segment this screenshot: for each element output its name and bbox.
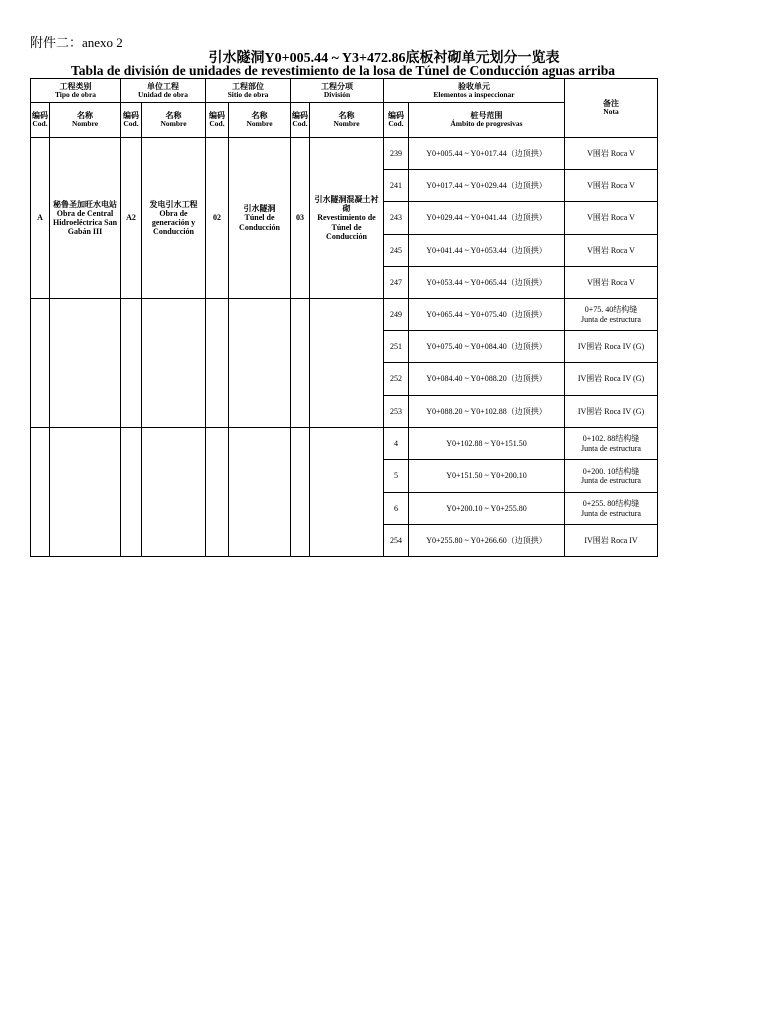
unit-code-cell: 247: [384, 267, 409, 299]
chainage-range-cell: Y0+255.80 ~ Y0+266.60（边顶拱）: [409, 525, 565, 557]
note-text: IV围岩 Roca IV (G): [577, 374, 645, 384]
unidad-nombre-cell: 发电引水工程 Obra de generación y Conducción: [142, 138, 206, 299]
note-cell: [565, 525, 658, 557]
chainage-range-cell: Y0+084.40 ~ Y0+088.20（边顶拱）: [409, 363, 565, 396]
header-tipo: 工程类别 Tipo de obra: [31, 79, 121, 103]
unit-code-cell: 249: [384, 299, 409, 331]
empty-merged-cell: [50, 428, 121, 557]
empty-merged-cell: [31, 299, 50, 428]
division-nombre-cell: 引水隧洞混凝土衬砌 Revestimiento de Túnel de Conducción: [310, 138, 384, 299]
table-row: [31, 428, 658, 460]
unit-code-cell: 6: [384, 493, 409, 525]
note-text: 0+200. 10结构缝: [582, 466, 640, 476]
note-text: IV围岩 Roca IV (G): [577, 406, 645, 416]
unit-code-cell: 241: [384, 170, 409, 202]
note-cell: [565, 460, 658, 493]
unit-code-cell: 245: [384, 235, 409, 267]
annex-label: 附件二：anexo 2: [30, 35, 123, 50]
empty-merged-cell: [121, 299, 142, 428]
header-row-1: [31, 79, 658, 103]
chainage-range-cell: Y0+017.44 ~ Y0+029.44（边顶拱）: [409, 170, 565, 202]
note-text: IV围岩 Roca IV (G): [577, 341, 645, 351]
unit-code-cell: 243: [384, 202, 409, 235]
note-subtext: Junta de estructura: [581, 314, 641, 324]
header-division: 工程分项 División: [291, 79, 384, 103]
note-subtext: Junta de estructura: [581, 443, 641, 453]
header-cod: 编码 Cod.: [291, 103, 310, 138]
sitio-cod-cell: 02: [206, 138, 229, 299]
header-cod: 编码 Cod.: [206, 103, 229, 138]
note-subtext: Junta de estructura: [581, 508, 641, 518]
chainage-range-cell: Y0+065.44 ~ Y0+075.40（边顶拱）: [409, 299, 565, 331]
note-cell: [565, 428, 658, 460]
unit-code-cell: 251: [384, 331, 409, 363]
chainage-range-cell: Y0+088.20 ~ Y0+102.88（边顶拱）: [409, 396, 565, 428]
table-row: [31, 138, 658, 170]
note-cell: [565, 138, 658, 170]
header-cod: 编码 Cod.: [121, 103, 142, 138]
empty-merged-cell: [310, 428, 384, 557]
empty-merged-cell: [291, 299, 310, 428]
header-elementos: 验收单元 Elementos a inspeccionar: [384, 79, 565, 103]
note-text: IV围岩 Roca IV: [584, 535, 638, 545]
note-text: 0+255. 80结构缝: [582, 499, 640, 509]
empty-merged-cell: [121, 428, 142, 557]
header-ambito: 桩号范围 Ámbito de progresivas: [409, 103, 565, 138]
empty-merged-cell: [206, 299, 229, 428]
note-cell: [565, 235, 658, 267]
empty-merged-cell: [142, 428, 206, 557]
table-row: [31, 299, 658, 331]
empty-merged-cell: [31, 428, 50, 557]
note-subtext: Junta de estructura: [581, 476, 641, 485]
note-cell: [565, 202, 658, 235]
header-cod: 编码 Cod.: [31, 103, 50, 138]
empty-merged-cell: [229, 428, 291, 557]
header-nombre: 名称 Nombre: [229, 103, 291, 138]
chainage-range-cell: Y0+200.10 ~ Y0+255.80: [409, 493, 565, 525]
note-cell: [565, 493, 658, 525]
division-table: [30, 78, 658, 557]
note-cell: [565, 363, 658, 396]
header-cod: 编码 Cod.: [384, 103, 409, 138]
chainage-range-cell: Y0+041.44 ~ Y0+053.44（边顶拱）: [409, 235, 565, 267]
unidad-cod-cell: A2: [121, 138, 142, 299]
empty-merged-cell: [229, 299, 291, 428]
header-nombre: 名称 Nombre: [142, 103, 206, 138]
chainage-range-cell: Y0+075.40 ~ Y0+084.40（边顶拱）: [409, 331, 565, 363]
tipo-cod-cell: A: [31, 138, 50, 299]
unit-code-cell: 5: [384, 460, 409, 493]
note-cell: [565, 331, 658, 363]
empty-merged-cell: [310, 299, 384, 428]
header-nombre: 名称 Nombre: [50, 103, 121, 138]
chainage-range-cell: Y0+102.88 ~ Y0+151.50: [409, 428, 565, 460]
note-cell: [565, 396, 658, 428]
unit-code-cell: 253: [384, 396, 409, 428]
title-chinese: 引水隧洞Y0+005.44 ~ Y3+472.86底板衬砌单元划分一览表: [208, 51, 560, 66]
note-text: V围岩 Roca V: [587, 245, 635, 255]
header-nota: 备注 Nota: [565, 79, 658, 138]
sitio-nombre-cell: 引水隧洞 Túnel de Conducción: [229, 138, 291, 299]
note-cell: [565, 299, 658, 331]
note-text: 0+102. 88结构缝: [582, 434, 640, 444]
title-spanish: Tabla de división de unidades de revestimiento de la losa de Túnel de Conducción aguas arriba: [71, 63, 615, 78]
division-cod-cell: 03: [291, 138, 310, 299]
note-text: 0+75. 40结构缝: [584, 305, 638, 315]
empty-merged-cell: [206, 428, 229, 557]
tipo-nombre-cell: 秘鲁圣加旺水电站 Obra de Central Hidroeléctrica San Gabán III: [50, 138, 121, 299]
unit-code-cell: 254: [384, 525, 409, 557]
note-text: V围岩 Roca V: [587, 213, 635, 223]
header-row-2: [31, 103, 658, 138]
header-nombre: 名称 Nombre: [310, 103, 384, 138]
unit-code-cell: 239: [384, 138, 409, 170]
note-cell: [565, 267, 658, 299]
header-unidad: 单位工程 Unidad de obra: [121, 79, 206, 103]
empty-merged-cell: [50, 299, 121, 428]
chainage-range-cell: Y0+029.44 ~ Y0+041.44（边顶拱）: [409, 202, 565, 235]
empty-merged-cell: [291, 428, 310, 557]
chainage-range-cell: Y0+151.50 ~ Y0+200.10: [409, 460, 565, 493]
note-text: V围岩 Roca V: [587, 148, 635, 158]
note-text: V围岩 Roca V: [587, 277, 635, 287]
unit-code-cell: 252: [384, 363, 409, 396]
empty-merged-cell: [142, 299, 206, 428]
chainage-range-cell: Y0+053.44 ~ Y0+065.44（边顶拱）: [409, 267, 565, 299]
note-cell: [565, 170, 658, 202]
header-sitio: 工程部位 Sitio de obra: [206, 79, 291, 103]
chainage-range-cell: Y0+005.44 ~ Y0+017.44（边顶拱）: [409, 138, 565, 170]
note-text: V围岩 Roca V: [587, 180, 635, 190]
unit-code-cell: 4: [384, 428, 409, 460]
